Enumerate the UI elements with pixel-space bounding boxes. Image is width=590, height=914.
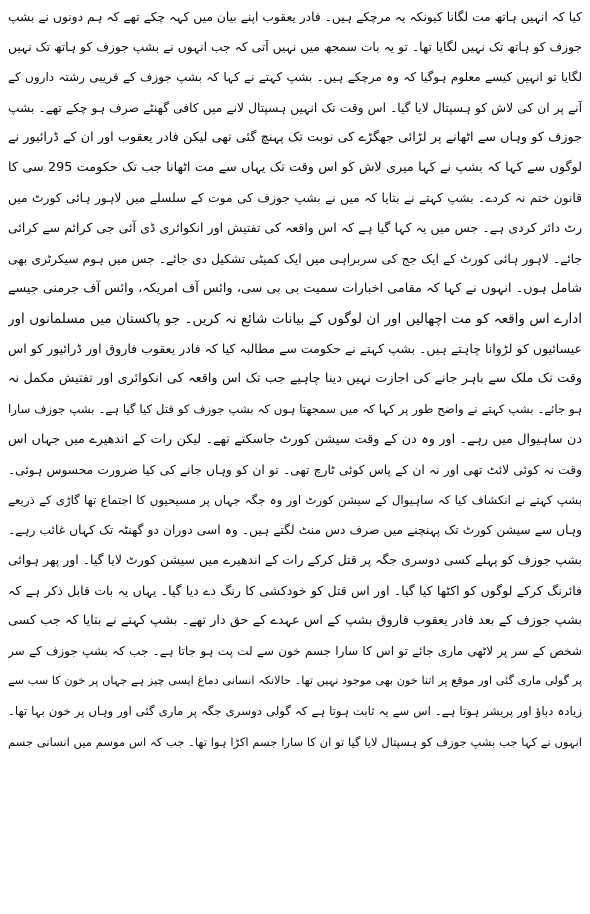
article-line: لوگوں سے کہا کہ بشپ نے کہا میری لاش کو اس وقت تک یہاں سے مت اٹھانا جب تک حکومت 295 سی کا xyxy=(8,159,582,175)
article-line: شخص کے سر پر لاٹھی ماری جائے تو اس کا سارا جسم خون سے لت پت ہو جاتا ہے۔ جب کہ بشپ جوزف کے سر xyxy=(8,643,582,658)
article-line: پر گولی ماری گئی اور موقع پر اتنا خون بھی موجود نہیں تھا۔ حالانکہ انسانی دماغ ایسی چیز ہے جہاں پر خون کا سب سے xyxy=(8,674,582,688)
article-line: لگایا تو انہیں کیسے معلوم ہوگیا کہ وہ مرچکے ہیں۔ بشپ کہتے نے کہا کہ بشپ جوزف کے قریبی رشتہ داروں کے xyxy=(8,70,582,85)
article-line: آنے پر ان کی لاش کو ہسپتال لایا گیا۔ اس وقت تک انہیں ہسپتال لانے میں کافی گھنٹے صرف ہو چکے تھے۔ بشپ xyxy=(8,100,582,115)
article-column xyxy=(8,2,582,757)
article-line: وقت تک ملک سے باہر جانے کی اجازت نہیں دینا چاہیے جب تک اس واقعہ کی انکوائری اور تفتیش مکمل نہ xyxy=(8,371,582,387)
article-line: وقت نہ کوئی لائٹ تھی اور نہ ان کے پاس کوئی ٹارچ تھی۔ تو ان کو وہاں جانے کی کیا ضرورت محسوس ہوئی۔ xyxy=(8,462,582,477)
article-line: جوزف کو وہاں سے اٹھانے پر لڑائی جھگڑے کی نوبت تک پہنچ گئی تھی لیکن فادر یعقوب اور ان کے ڈرائیور نے xyxy=(8,129,582,145)
article-line: بشپ کہتے نے انکشاف کیا کہ ساہیوال کے سیشن کورٹ اور وہ جگہ جہاں پر مسیحیوں کا اجتماع تھا گاڑی کے ذریعے xyxy=(8,493,582,507)
article-line: عیسائیوں کو لڑوانا چاہتے ہیں۔ بشپ کہتے نے حکومت سے مطالبہ کیا کہ فادر یعقوب فاروق اور ڈرائیور کو اس xyxy=(8,341,582,357)
article-line: وہاں سے سیشن کورٹ تک پہنچنے میں صرف دس منٹ لگتے ہیں۔ وہ اسی دوران دو گھنٹہ تک کہاں غائب رہے۔ xyxy=(8,523,582,538)
article-line: ہو جائے۔ بشپ کہتے نے واضح طور پر کہا کہ میں سمجھتا ہوں کہ بشپ جوزف کو قتل کیا گیا ہے۔ بشپ جوزف سارا xyxy=(8,402,582,417)
article-line: بشپ جوزف کے بعد فادر یعقوب فاروق بشپ کے اس عہدے کے حق دار تھے۔ بشپ کہتے نے بتایا کہ جب کسی xyxy=(8,612,582,628)
article-line: بشپ جوزف کو پہلے کسی دوسری جگہ پر قتل کرکے رات کے اندھیرے میں سیشن کورٹ لایا گیا۔ اور پھر ہوائی xyxy=(8,552,582,568)
article-line: زیادہ دباؤ اور پریشر ہوتا ہے۔ اس سے یہ ثابت ہوتا ہے کہ گولی دوسری جگہ پر ماری گئی اور وہاں پر خون بہا تھا۔ xyxy=(8,704,582,719)
article-line: فائرنگ کرکے لوگوں کو اکٹھا کیا گیا۔ اور اس قتل کو خودکشی کا رنگ دے دیا گیا۔ یہاں یہ بات قابل ذکر ہے کہ xyxy=(8,582,582,598)
article-line: رٹ دائر کردی ہے۔ جس میں یہ کہا گیا ہے کہ اس واقعہ کی تفتیش اور انکوائری ڈی آئی جی کرائم سے کرائی xyxy=(8,220,582,236)
article-line: جوزف کو ہاتھ تک نہیں لگایا تھا۔ تو یہ بات سمجھ میں نہیں آتی کہ جب انہوں نے بشپ جوزف کو ہاتھ تک نہیں xyxy=(8,40,582,55)
article-line: شامل ہوں۔ انہوں نے کہا کہ مقامی اخبارات سمیت بی بی سی، وائس آف امریکہ، وائس آف جرمنی جیسے xyxy=(8,280,582,296)
article-line: ادارے اس واقعہ کو مت اچھالیں اور ان لوگوں کے بیانات شائع نہ کریں۔ جو پاکستان میں مسلمانوں اور xyxy=(8,310,582,327)
article-line: انہوں نے کہا جب بشپ جوزف کو ہسپتال لایا گیا تو ان کا سارا جسم اکڑا ہوا تھا۔ جب کہ اس موسم میں انسانی جسم xyxy=(8,734,582,749)
article-line: قانون ختم نہ کردے۔ بشپ کہتے نے بتایا کہ میں نے بشپ جوزف کی موت کے سلسلے میں لاہور ہائی کورٹ میں xyxy=(8,191,582,206)
article-line: دن ساہیوال میں رہے۔ اور وہ دن کے وقت سیشن کورٹ جاسکتے تھے۔ لیکن رات کے اندھیرے میں جہاں اس xyxy=(8,431,582,447)
article-line: کیا کہ انہیں ہاتھ مت لگانا کیونکہ یہ مرچکے ہیں۔ فادر یعقوب اپنے بیان میں کہہ چکے تھے کہ ہم دونوں نے بشپ xyxy=(8,10,582,24)
article-line: جائے۔ لاہور ہائی کورٹ کے ایک جج کی سربراہی میں ایک کمیٹی تشکیل دی جائے۔ جس میں ہوم سیکرٹری بھی xyxy=(8,251,582,266)
